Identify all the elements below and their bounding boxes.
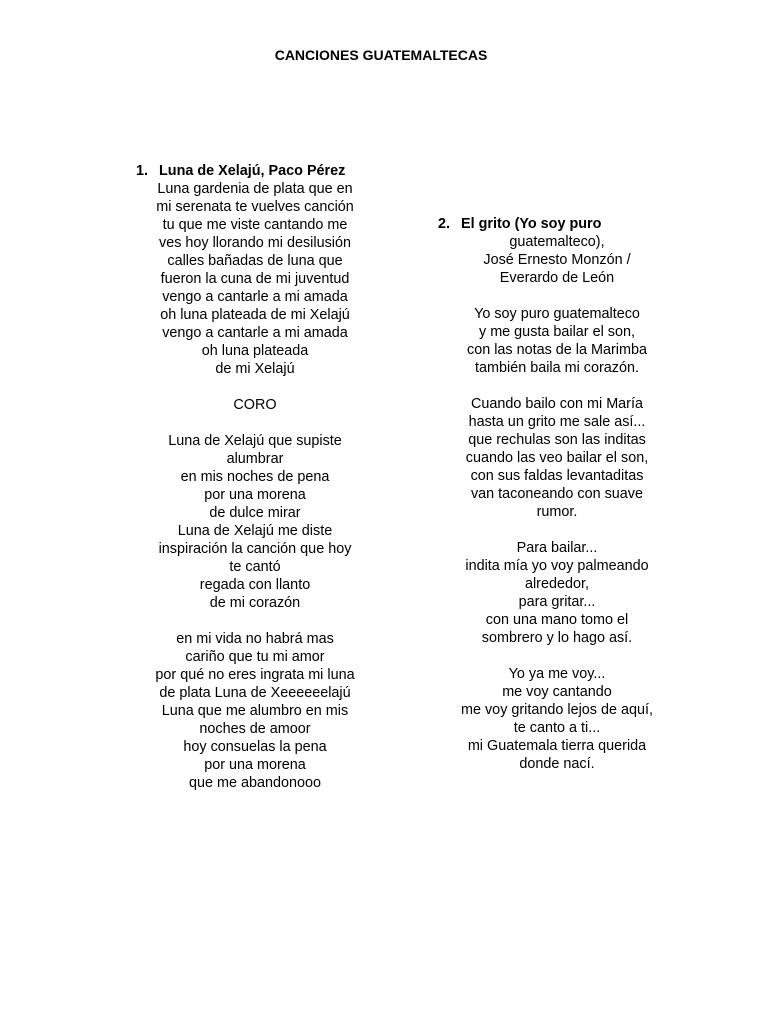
song-title: Luna de Xelajú, Paco Pérez (159, 163, 346, 179)
song-heading (432, 215, 682, 233)
lyric-line: calles bañadas de luna que (167, 253, 343, 269)
lyric-line: de dulce mirar (209, 505, 301, 521)
lyric-line: vengo a cantarle a mi amada (162, 289, 348, 305)
lyric-line: alumbrar (226, 451, 284, 467)
lyric-line: de mi corazón (209, 595, 301, 611)
song-heading (130, 162, 380, 180)
lyric-line: hoy consuelas la pena (183, 739, 327, 755)
lyric-line: mi Guatemala tierra querida (467, 738, 647, 754)
lyric-line: me voy cantando (502, 684, 612, 700)
lyric-line: cariño que tu mi amor (185, 649, 325, 665)
lyric-line: Everardo de León (499, 270, 615, 286)
lyric-line: van taconeando con suave (470, 486, 644, 502)
stanza-break (130, 378, 380, 396)
song-1 (130, 162, 380, 792)
lyric-line: sombrero y lo hago así. (481, 630, 633, 646)
lyric-line: por qué no eres ingrata mi luna (155, 667, 355, 683)
lyric-line: también baila mi corazón. (475, 360, 639, 376)
lyric-line: de mi Xelajú (215, 361, 295, 377)
lyric-line: que me abandonooo (188, 775, 322, 791)
lyric-line: rumor. (536, 504, 578, 520)
lyric-line: José Ernesto Monzón / (483, 252, 631, 268)
lyric-line: guatemalteco), (509, 234, 605, 250)
lyric-line: ves hoy llorando mi desilusión (159, 235, 351, 251)
lyric-line: te cantó (229, 559, 281, 575)
lyric-line: alrededor, (524, 576, 589, 592)
lyric-line: oh luna plateada de mi Xelajú (160, 307, 350, 323)
lyric-line: fueron la cuna de mi juventud (160, 271, 350, 287)
lyric-line: con sus faldas levantaditas (470, 468, 644, 484)
stanza-break (432, 287, 682, 305)
song-lyrics (432, 233, 682, 773)
lyric-line: con las notas de la Marimba (467, 342, 647, 358)
lyric-line: me voy gritando lejos de aquí, (461, 702, 653, 718)
song-number: 1. (136, 163, 149, 179)
lyric-line: tu que me viste cantando me (162, 217, 348, 233)
lyric-line: con una mano tomo el (485, 612, 629, 628)
lyric-line: CORO (233, 397, 277, 413)
lyric-line: que rechulas son las inditas (468, 432, 646, 448)
lyric-line: donde nací. (519, 756, 595, 772)
lyric-line: en mis noches de pena (180, 469, 330, 485)
lyric-line: para gritar... (518, 594, 596, 610)
lyric-line: noches de amoor (199, 721, 311, 737)
lyric-line: te canto a ti... (513, 720, 601, 736)
page-title: CANCIONES GUATEMALTECAS (274, 47, 488, 63)
lyric-line: Yo ya me voy... (508, 666, 606, 682)
stanza-break (432, 377, 682, 395)
lyric-line: vengo a cantarle a mi amada (162, 325, 348, 341)
song-title: El grito (Yo soy puro (461, 216, 602, 232)
lyric-line: hasta un grito me sale así... (468, 414, 646, 430)
lyric-line: Luna de Xelajú me diste (177, 523, 333, 539)
lyric-line: por una morena (204, 487, 306, 503)
lyric-line: Luna gardenia de plata que en (157, 181, 353, 197)
lyric-line: Para bailar... (516, 540, 598, 556)
lyric-line: y me gusta bailar el son, (479, 324, 635, 340)
lyric-line: oh luna plateada (201, 343, 309, 359)
lyric-line: Yo soy puro guatemalteco (474, 306, 640, 322)
lyric-line: por una morena (204, 757, 306, 773)
lyric-line: Luna que me alumbro en mis (161, 703, 349, 719)
lyric-line: inspiración la canción que hoy (158, 541, 352, 557)
song-lyrics (130, 180, 380, 792)
stanza-break (432, 647, 682, 665)
lyric-line: indita mía yo voy palmeando (465, 558, 649, 574)
stanza-break (130, 414, 380, 432)
stanza-break (130, 612, 380, 630)
lyric-line: en mi vida no habrá mas (176, 631, 334, 647)
stanza-break (432, 521, 682, 539)
lyric-line: Cuando bailo con mi María (471, 396, 643, 412)
lyric-line: de plata Luna de Xeeeeeelajú (159, 685, 351, 701)
lyric-line: regada con llanto (199, 577, 311, 593)
lyric-line: Luna de Xelajú que supiste (168, 433, 342, 449)
lyric-line: cuando las veo bailar el son, (465, 450, 649, 466)
song-number: 2. (438, 216, 451, 232)
lyric-line: mi serenata te vuelves canción (156, 199, 354, 215)
song-2 (432, 215, 682, 773)
